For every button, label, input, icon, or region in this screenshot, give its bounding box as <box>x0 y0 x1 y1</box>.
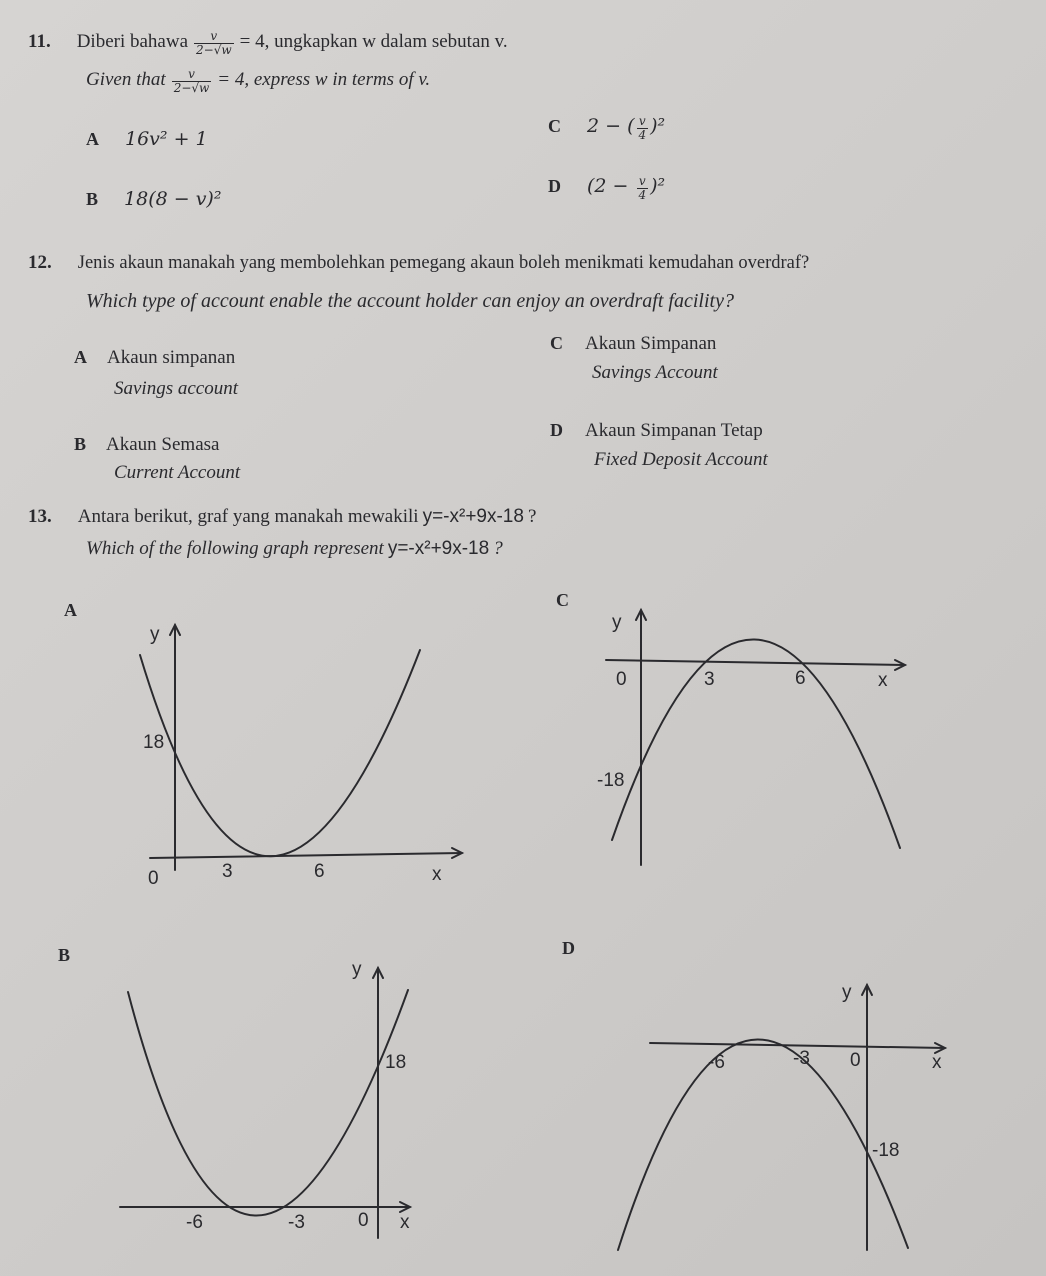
graph-c-origin-label: 0 <box>616 669 627 690</box>
q11-option-c[interactable]: C 2 − ( $\frac{v}{4}$ )² <box>548 114 666 142</box>
graph-d-curve <box>618 1039 908 1250</box>
q13-option-a-letter[interactable]: A <box>64 600 77 620</box>
q13-eng-qmark: ? <box>493 538 503 559</box>
graph-c-y-label: y <box>612 612 622 633</box>
graph-d[interactable] <box>618 985 945 1250</box>
graph-d-y-label: y <box>842 982 852 1003</box>
graph-a[interactable] <box>140 625 462 870</box>
q12-option-a-eng: Savings account <box>114 378 239 399</box>
q13-qmark: ? <box>527 506 537 527</box>
q13-option-d-letter[interactable]: D <box>562 938 575 958</box>
q11-eng-suffix: , express w in terms of v. <box>244 69 431 91</box>
graph-c-x-axis <box>606 660 905 665</box>
graph-c-curve <box>612 639 900 848</box>
q12-option-c[interactable]: C Akaun Simpanan <box>550 333 717 354</box>
q13-malay-prefix: Antara berikut, graf yang manakah mewakili <box>77 506 419 527</box>
q12-option-c-eng: Savings Account <box>592 362 718 383</box>
graph-b-origin-label: 0 <box>358 1210 369 1231</box>
q11-eng-fraction: $\frac{v}{2-√w}$ <box>173 67 210 95</box>
q13-eng-equation: y=-x²+9x-18 <box>387 538 490 559</box>
q11-malay-prefix: Diberi bahawa <box>76 31 189 53</box>
q11-option-b[interactable]: B 18(8 − v)² <box>86 188 222 210</box>
q11-eng-equals: = 4 <box>217 69 245 91</box>
graph-b-root-label-1: -6 <box>186 1212 203 1233</box>
graph-c-root-label-1: 3 <box>704 669 715 690</box>
q12-option-d-eng: Fixed Deposit Account <box>594 449 768 470</box>
graph-c-x-label: x <box>878 670 888 691</box>
graph-a-root-label-2: 6 <box>314 861 325 882</box>
q12-option-a[interactable]: A Akaun simpanan <box>74 347 236 368</box>
q13-equation: y=-x²+9x-18 <box>422 506 524 527</box>
q12-malay-text: Jenis akaun manakah yang membolehkan pemegang akaun boleh menikmati kemudahan overdraf? <box>77 253 810 273</box>
graph-a-curve <box>140 650 420 856</box>
q11-option-a[interactable]: A 16v² + 1 <box>86 128 208 150</box>
graph-c-intercept-label: -18 <box>597 770 625 791</box>
graph-b-y-label: y <box>352 959 362 980</box>
q12-number: 12. <box>28 252 52 273</box>
q12-option-b[interactable]: B Akaun Semasa <box>74 434 220 455</box>
q11-eng-prefix: Given that <box>86 69 166 91</box>
graph-b[interactable] <box>120 968 410 1238</box>
graph-a-x-axis <box>150 853 462 858</box>
q12-eng-text: Which type of account enable the account holder can enjoy an overdraft facility? <box>86 290 734 312</box>
q11-option-d[interactable]: D (2 − $\frac{v}{4}$ )² <box>548 174 666 202</box>
q13-option-b-letter[interactable]: B <box>58 945 71 965</box>
q11-equals: = 4 <box>239 31 265 53</box>
graph-b-x-label: x <box>400 1212 410 1233</box>
q11-number: 11. <box>28 31 51 53</box>
graph-c-root-label-2: 6 <box>795 668 806 689</box>
graph-d-origin-label: 0 <box>850 1050 861 1071</box>
graph-b-intercept-label: 18 <box>385 1052 407 1073</box>
graph-a-y-label: y <box>150 624 160 645</box>
graph-d-root-label-2: -3 <box>793 1048 810 1069</box>
graph-b-curve <box>128 990 408 1216</box>
graph-c[interactable] <box>606 610 905 865</box>
q11-fraction: $\frac{v}{2-√w}$ <box>196 29 232 57</box>
graph-a-intercept-label: 18 <box>143 732 165 753</box>
graph-d-intercept-label: -18 <box>872 1140 900 1161</box>
graph-d-root-label-1: -6 <box>708 1052 725 1073</box>
q13-eng-prefix: Which of the following graph represent <box>86 538 384 559</box>
q12-option-d[interactable]: D Akaun Simpanan Tetap <box>550 420 763 441</box>
graph-a-root-label-1: 3 <box>222 861 233 882</box>
graph-d-x-label: x <box>932 1052 942 1073</box>
graph-a-origin-label: 0 <box>148 868 159 889</box>
q12-option-b-eng: Current Account <box>114 462 241 483</box>
graph-b-root-label-2: -3 <box>288 1212 305 1233</box>
q11-malay-suffix: , ungkapkan w dalam sebutan v. <box>264 31 508 53</box>
q13-number: 13. <box>28 506 52 527</box>
q13-option-c-letter[interactable]: C <box>556 590 569 610</box>
graph-a-x-label: x <box>432 864 442 885</box>
